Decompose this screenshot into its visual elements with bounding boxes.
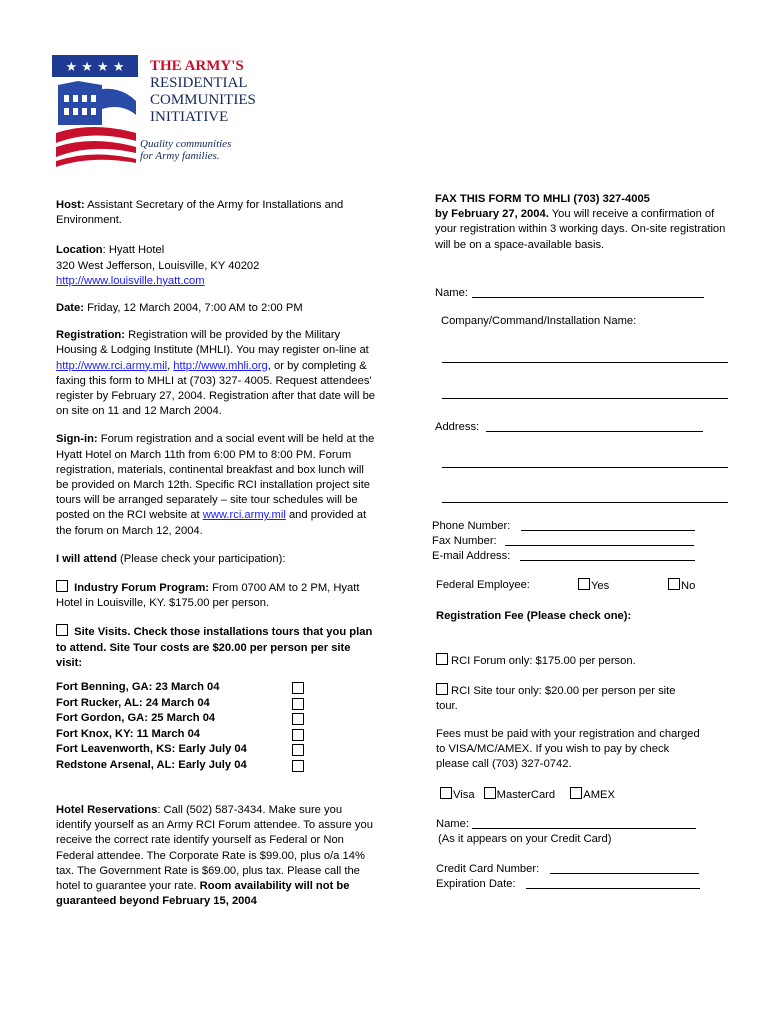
federal-no-checkbox[interactable]: [668, 578, 680, 590]
logo-tagline-2: for Army families.: [140, 150, 220, 162]
site-list-item: [56, 742, 376, 758]
company-label: Company/Command/Installation Name:: [441, 315, 637, 327]
hotel-text: : Call (502) 587-3434. Make sure you identify yourself as an Army RCI Forum attendee. To assure you receive the correct rate identify yourself as Federal or Non Federal attendee. The Corporate Rate is $99.00, plus o/a 14% tax. The Government Rate is $69.00, plus tax. Please call the hotel to guarantee your rate.: [56, 804, 373, 893]
address-field-line-1[interactable]: [486, 431, 703, 432]
expiration-field[interactable]: [526, 888, 700, 889]
signin-paragraph: [56, 432, 376, 538]
federal-no-option: [668, 578, 695, 594]
hotel-warning: Room availability will not be guaranteed beyond February 15, 2004: [56, 880, 350, 908]
site-list-item: [56, 680, 376, 696]
site-leavenworth-label: Fort Leavenworth, KS: Early July 04: [56, 743, 247, 756]
forum-text: From 0700 AM to 2 PM, Hyatt Hotel in Louisville, KY. $175.00 per person.: [56, 582, 360, 610]
name-field-row: [435, 286, 468, 301]
federal-employee-label: Federal Employee:: [436, 579, 530, 591]
cc-name-note: (As it appears on your Credit Card): [438, 833, 612, 845]
site-list-item: [56, 758, 376, 774]
signin-label: Sign-in:: [56, 433, 98, 446]
visa-label: Visa: [453, 789, 475, 801]
mhli-website-link[interactable]: http://www.mhli.org: [173, 359, 268, 372]
company-field-line-2[interactable]: [442, 398, 728, 399]
logo-title-line2: RESIDENTIAL: [150, 75, 248, 91]
logo-title-line4: INITIATIVE: [150, 109, 229, 125]
hotel-website-link[interactable]: http://www.louisville.hyatt.com: [56, 274, 205, 287]
site-visits-text: Site Visits. Check those installations tours that you plan to attend. Site Tour costs are $20.00 per person per site visit:: [56, 626, 373, 669]
site-knox-checkbox[interactable]: [292, 729, 304, 741]
site-list-item: [56, 696, 376, 712]
signin-text-2: and provided at the forum on March 12, 2004.: [56, 509, 367, 537]
site-leavenworth-checkbox[interactable]: [292, 744, 304, 756]
registration-text-3: , or by completing & faxing this form to MHLI at (703) 327- 4005. Request attendees' register by February 27, 2004. Registration after that date will be on site on 11 and 12 March 2004.: [56, 359, 376, 418]
site-visits-checkbox[interactable]: [56, 624, 68, 636]
address-field-line-2[interactable]: [442, 467, 728, 468]
cc-name-field[interactable]: [472, 828, 696, 829]
site-benning-label: Fort Benning, GA: 23 March 04: [56, 681, 220, 694]
right-column: [435, 192, 735, 253]
phone-field[interactable]: [521, 530, 695, 531]
logo: [52, 55, 262, 170]
name-field[interactable]: [472, 297, 704, 298]
host-label: Host:: [56, 199, 85, 211]
federal-no-label: No: [681, 580, 696, 592]
hotel-label: Hotel Reservations: [56, 804, 158, 817]
phone-label: Phone Number:: [432, 520, 511, 532]
payment-instructions: Fees must be paid with your registration and charged to VISA/MC/AMEX. If you wish to pay by check please call (703) 327-0742.: [436, 728, 700, 771]
mastercard-label: MasterCard: [496, 789, 556, 801]
fax-text: You will receive a confirmation of your registration within 3 working days. On-site registration will be on a space-available basis.: [435, 208, 726, 251]
email-label: E-mail Address:: [432, 550, 511, 562]
card-type-options: [440, 787, 615, 803]
site-gordon-checkbox[interactable]: [292, 713, 304, 725]
federal-yes-option: [578, 578, 609, 594]
site-list-item: [56, 711, 376, 727]
site-redstone-checkbox[interactable]: [292, 760, 304, 772]
forum-checkbox[interactable]: [56, 580, 68, 592]
name-label: Name:: [435, 287, 468, 299]
address-field-line-3[interactable]: [442, 502, 728, 503]
registration-text-1: Registration will be provided by the Military Housing & Lodging Institute (MHLI). You may register on-line at: [56, 329, 369, 357]
site-list-item: [56, 727, 376, 743]
forum-option: [56, 580, 376, 611]
date-paragraph: [56, 301, 376, 316]
fax-number-label: Fax Number:: [432, 535, 497, 547]
registration-text-2: ,: [167, 359, 171, 372]
left-column: [56, 198, 376, 910]
site-list: [56, 680, 376, 773]
email-field[interactable]: [520, 560, 695, 561]
date-text: Friday, 12 March 2004, 7:00 AM to 2:00 PM: [83, 302, 303, 315]
site-rucker-label: Fort Rucker, AL: 24 March 04: [56, 696, 210, 709]
attend-paragraph: [56, 552, 376, 567]
fee-heading: Registration Fee (Please check one):: [436, 610, 632, 622]
cc-name-label: Name:: [436, 818, 469, 830]
fax-deadline: by February 27, 2004.: [435, 208, 549, 221]
fax-heading: FAX THIS FORM TO MHLI (703) 327-4005: [435, 193, 650, 205]
rci-website-link[interactable]: http://www.rci.army.mil: [56, 359, 168, 372]
host-paragraph: [56, 198, 376, 228]
cc-number-field[interactable]: [550, 873, 699, 874]
cc-number-label: Credit Card Number:: [436, 863, 540, 875]
address-label: Address:: [435, 421, 480, 433]
amex-label: AMEX: [583, 789, 615, 801]
site-visits-option: [56, 624, 376, 671]
attend-text: (Please check your participation):: [116, 552, 286, 565]
site-rucker-checkbox[interactable]: [292, 698, 304, 710]
svg-text:★ ★ ★ ★: ★ ★ ★ ★: [65, 60, 125, 75]
site-redstone-label: Redstone Arsenal, AL: Early July 04: [56, 758, 247, 771]
date-label: Date:: [56, 302, 84, 315]
host-text: Assistant Secretary of the Army for Installations and Environment.: [56, 199, 344, 227]
registration-label: Registration:: [56, 329, 125, 342]
rci-emblem-icon: [52, 55, 138, 167]
site-benning-checkbox[interactable]: [292, 682, 304, 694]
expiration-label: Expiration Date:: [436, 878, 516, 890]
logo-tagline-1: Quality communities: [140, 138, 232, 150]
fee-site-checkbox[interactable]: [436, 683, 448, 695]
hotel-paragraph: [56, 803, 376, 909]
fee-forum-checkbox[interactable]: [436, 653, 448, 665]
location-label: Location: [56, 244, 103, 257]
visa-checkbox[interactable]: [440, 787, 452, 799]
registration-paragraph: [56, 328, 376, 419]
location-text: : Hyatt Hotel: [102, 244, 165, 257]
signin-text-1: Forum registration and a social event will be held at the Hyatt Hotel on March 11th from 6:00 PM to 8:00 PM. Forum registration, materials, continental breakfast and box lunch will be provided on March 12th. Specific RCI installation project site tours will be arranged separately – site tour schedules will be posted on the RCI website at: [56, 433, 375, 522]
fax-number-field[interactable]: [505, 545, 694, 546]
fax-instructions: [435, 192, 735, 253]
fee-forum-label: RCI Forum only: $175.00 per person.: [451, 655, 636, 667]
location-address: 320 West Jefferson, Louisville, KY 40202: [56, 259, 260, 272]
fee-forum-option: [436, 653, 696, 669]
federal-yes-label: Yes: [591, 580, 610, 592]
logo-title-line1: THE ARMY'S: [150, 58, 244, 74]
site-gordon-label: Fort Gordon, GA: 25 March 04: [56, 712, 216, 725]
logo-title-line3: COMMUNITIES: [150, 92, 256, 108]
forum-label: Industry Forum Program:: [74, 582, 209, 595]
site-knox-label: Fort Knox, KY: 11 March 04: [56, 727, 201, 740]
company-field-line-1[interactable]: [442, 362, 728, 363]
mastercard-checkbox[interactable]: [484, 787, 496, 799]
federal-yes-checkbox[interactable]: [578, 578, 590, 590]
location-paragraph: [56, 243, 376, 289]
attend-label: I will attend: [56, 552, 117, 565]
amex-checkbox[interactable]: [570, 787, 582, 799]
fee-site-option: [436, 683, 696, 714]
fee-site-label: RCI Site tour only: $20.00 per person per site tour.: [436, 685, 676, 713]
rci-army-link[interactable]: www.rci.army.mil: [202, 509, 286, 522]
